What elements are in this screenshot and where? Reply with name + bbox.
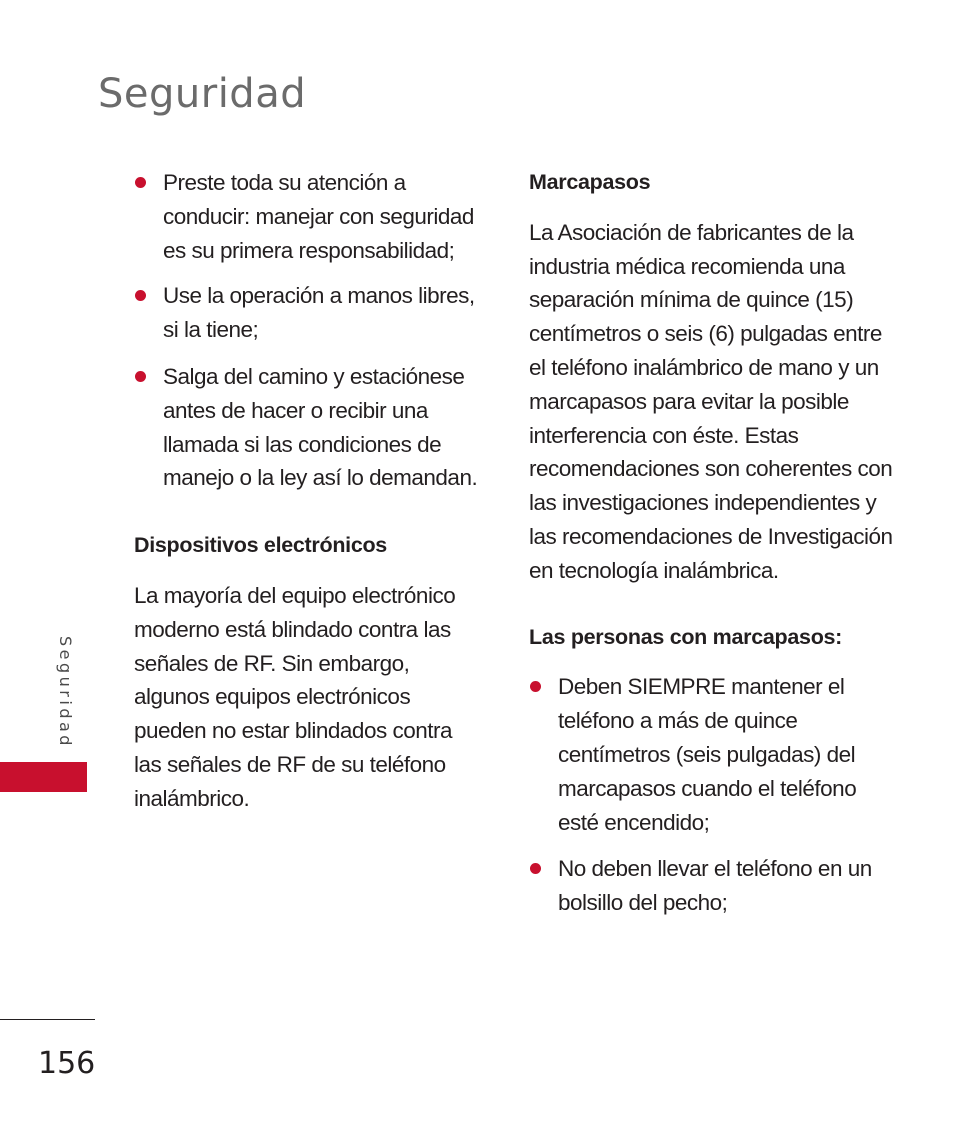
- bullet-dot-icon: [530, 863, 541, 874]
- pacemaker-persons-list: [529, 670, 894, 920]
- list-item: [529, 670, 894, 839]
- electronic-devices-paragraph: La mayoría del equipo electrónico moderno está blindado contra las señales de RF. Sin embargo, algunos equipos electrónicos pueden no estar blindados contra las señales de RF de su teléfono inalámbrico.: [134, 582, 456, 811]
- pacemakers-paragraph: La Asociación de fabricantes de la industria médica recomienda una separación mínima de quince (15) centímetros o seis (6) pulgadas entre el teléfono inalámbrico de mano y un marcapasos para evitar la posible interferencia con éste. Estas recomendaciones son coherentes con las investigaciones independientes y las recomendaciones de Investigación en tecnología inalámbrica.: [529, 219, 893, 583]
- list-item-text: No deben llevar el teléfono en un bolsillo del pecho;: [558, 856, 872, 916]
- list-item: [529, 852, 894, 920]
- list-item-text: Salga del camino y estaciónese antes de hacer o recibir una llamada si las condiciones de manejo o la ley así lo demandan.: [163, 363, 478, 491]
- left-column: [134, 166, 479, 816]
- right-column: [529, 166, 894, 920]
- bullet-dot-icon: [135, 290, 146, 301]
- page-title: Seguridad: [98, 71, 307, 117]
- section-heading-pacemakers: Marcapasos: [529, 170, 651, 194]
- section-heading-electronic-devices: Dispositivos electrónicos: [134, 533, 387, 558]
- list-item: [134, 279, 479, 347]
- list-item-text: Preste toda su atención a conducir: manejar con seguridad es su primera responsabilidad;: [163, 170, 474, 263]
- bullet-dot-icon: [530, 681, 541, 692]
- footer-divider: [0, 1019, 95, 1020]
- side-section-label: Seguridad: [56, 636, 75, 749]
- page-number: 156: [38, 1046, 96, 1081]
- list-item-text: Use la operación a manos libres, si la tiene;: [163, 283, 475, 343]
- list-item: [134, 360, 479, 495]
- list-item: [134, 166, 479, 267]
- bullet-dot-icon: [135, 177, 146, 188]
- list-item-text: Deben SIEMPRE mantener el teléfono a más de quince centímetros (seis pulgadas) del marcapasos cuando el teléfono esté encendido;: [558, 674, 857, 835]
- driving-safety-list: [134, 166, 479, 495]
- pacemaker-persons-subheading: Las personas con marcapasos:: [529, 624, 843, 649]
- section-tab-marker: [0, 762, 87, 792]
- bullet-dot-icon: [135, 371, 146, 382]
